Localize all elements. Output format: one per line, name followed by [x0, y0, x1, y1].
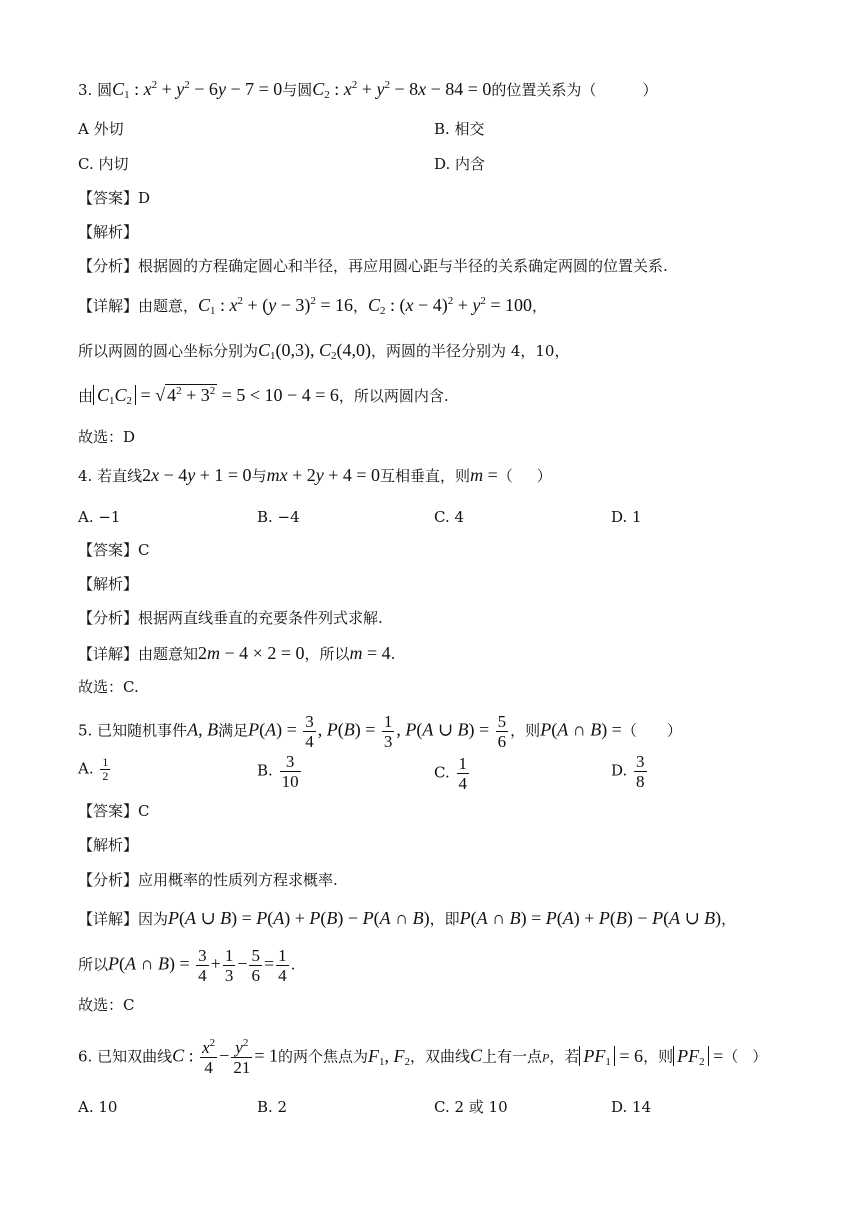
q4-answer: 【答案】C: [78, 541, 150, 559]
q3-distance: 由 $C_1C_2$ = √ $4^2 + 3^2 = 5 < 10 - 4 = 6$，所以两圆内含.: [78, 385, 449, 407]
q4-choice: 故选：C.: [78, 678, 139, 696]
q5-option-b: B. $\frac{3}{10}$: [257, 752, 299, 791]
q3-answer: 【答案】D: [78, 189, 151, 207]
q5-result: 所以P(A ∩ B) = $\frac{3}{4}$ + $\frac{1}{3}$ − $\frac{5}{6}$ = $\frac{1}{4}$ .: [78, 946, 296, 985]
q3-choice: 故选：D: [78, 428, 136, 446]
q6-option-a: A. 10: [78, 1098, 118, 1116]
q3-centers: 所以两圆的圆心坐标分别为$C_1(0,3)$, $C_2(4,0)$，两圆的半径分别为 4，10，: [78, 340, 570, 362]
q6-option-c: C. 2 或 10: [434, 1098, 508, 1116]
q3-stem: 3. 圆$C_1$ : $x^2 + y^2 - 6y - 7 = 0$与圆$C_2$ : $x^2 + y^2 - 8x - 84 = 0$的位置关系为（ ）: [78, 79, 658, 101]
q5-detail: 【详解】因为P(A ∪ B) = P(A) + P(B) − P(A ∩ B)，即P(A ∩ B) = P(A) + P(B) − P(A ∪ B)，: [78, 908, 737, 928]
q3-detail: 【详解】由题意，$C_1$ : $x^2 + (y - 3)^2 = 16$，$C_2$ : $(x - 4)^2 + y^2 = 100$，: [78, 295, 548, 317]
q3-option-c: C. 内切: [78, 155, 129, 173]
q3-option-b: B. 相交: [434, 120, 485, 138]
q5-stem: 5. 已知随机事件A, B满足P(A) = $\frac{3}{4}$ , P(B) = $\frac{1}{3}$ , P(A ∪ B) = $\frac{5}{6}$ ，则P(A ∩ B) =（ ）: [78, 712, 682, 751]
q5-choice: 故选：C: [78, 996, 135, 1014]
q5-option-c: C. $\frac{1}{4}$: [434, 754, 467, 793]
q4-stem: 4. 若直线2x − 4y + 1 = 0与mx + 2y + 4 = 0互相垂直，则m =（ ）: [78, 465, 552, 485]
q4-option-d: D. 1: [611, 508, 642, 526]
q4-option-c: C. 4: [434, 508, 465, 526]
q4-analysis-tag: 【解析】: [78, 575, 139, 593]
q6-option-b: B. 2: [257, 1098, 288, 1116]
q5-answer: 【答案】C: [78, 802, 150, 820]
q5-option-d: D. $\frac{3}{8}$: [611, 752, 645, 791]
q6-option-d: D. 14: [611, 1098, 652, 1116]
q4-fenxi: 【分析】根据两直线垂直的充要条件列式求解.: [78, 609, 383, 627]
q3-option-d: D. 内含: [434, 155, 486, 173]
q6-stem: 6. 已知双曲线C : $\frac{x^2}{4}$ − $\frac{y^2}{21}$ = 1的两个焦点为$F_1$, $F_2$，双曲线C上有一点P，若 $PF_1 = 6$，则 $PF_2$ =（ ）: [78, 1037, 768, 1077]
q5-fenxi: 【分析】应用概率的性质列方程求概率.: [78, 871, 338, 889]
q4-option-b: B. −4: [257, 508, 300, 526]
q3-analysis-tag: 【解析】: [78, 223, 139, 241]
q4-option-a: A. −1: [78, 508, 121, 526]
q3-option-a: A 外切: [78, 120, 124, 138]
q3-fenxi: 【分析】根据圆的方程确定圆心和半径，再应用圆心距与半径的关系确定两圆的位置关系.: [78, 257, 668, 275]
q5-option-a: A. $\frac{1}{2}$: [78, 755, 109, 783]
q4-detail: 【详解】由题意知2m − 4 × 2 = 0，所以m = 4.: [78, 643, 396, 663]
q5-analysis-tag: 【解析】: [78, 836, 139, 854]
